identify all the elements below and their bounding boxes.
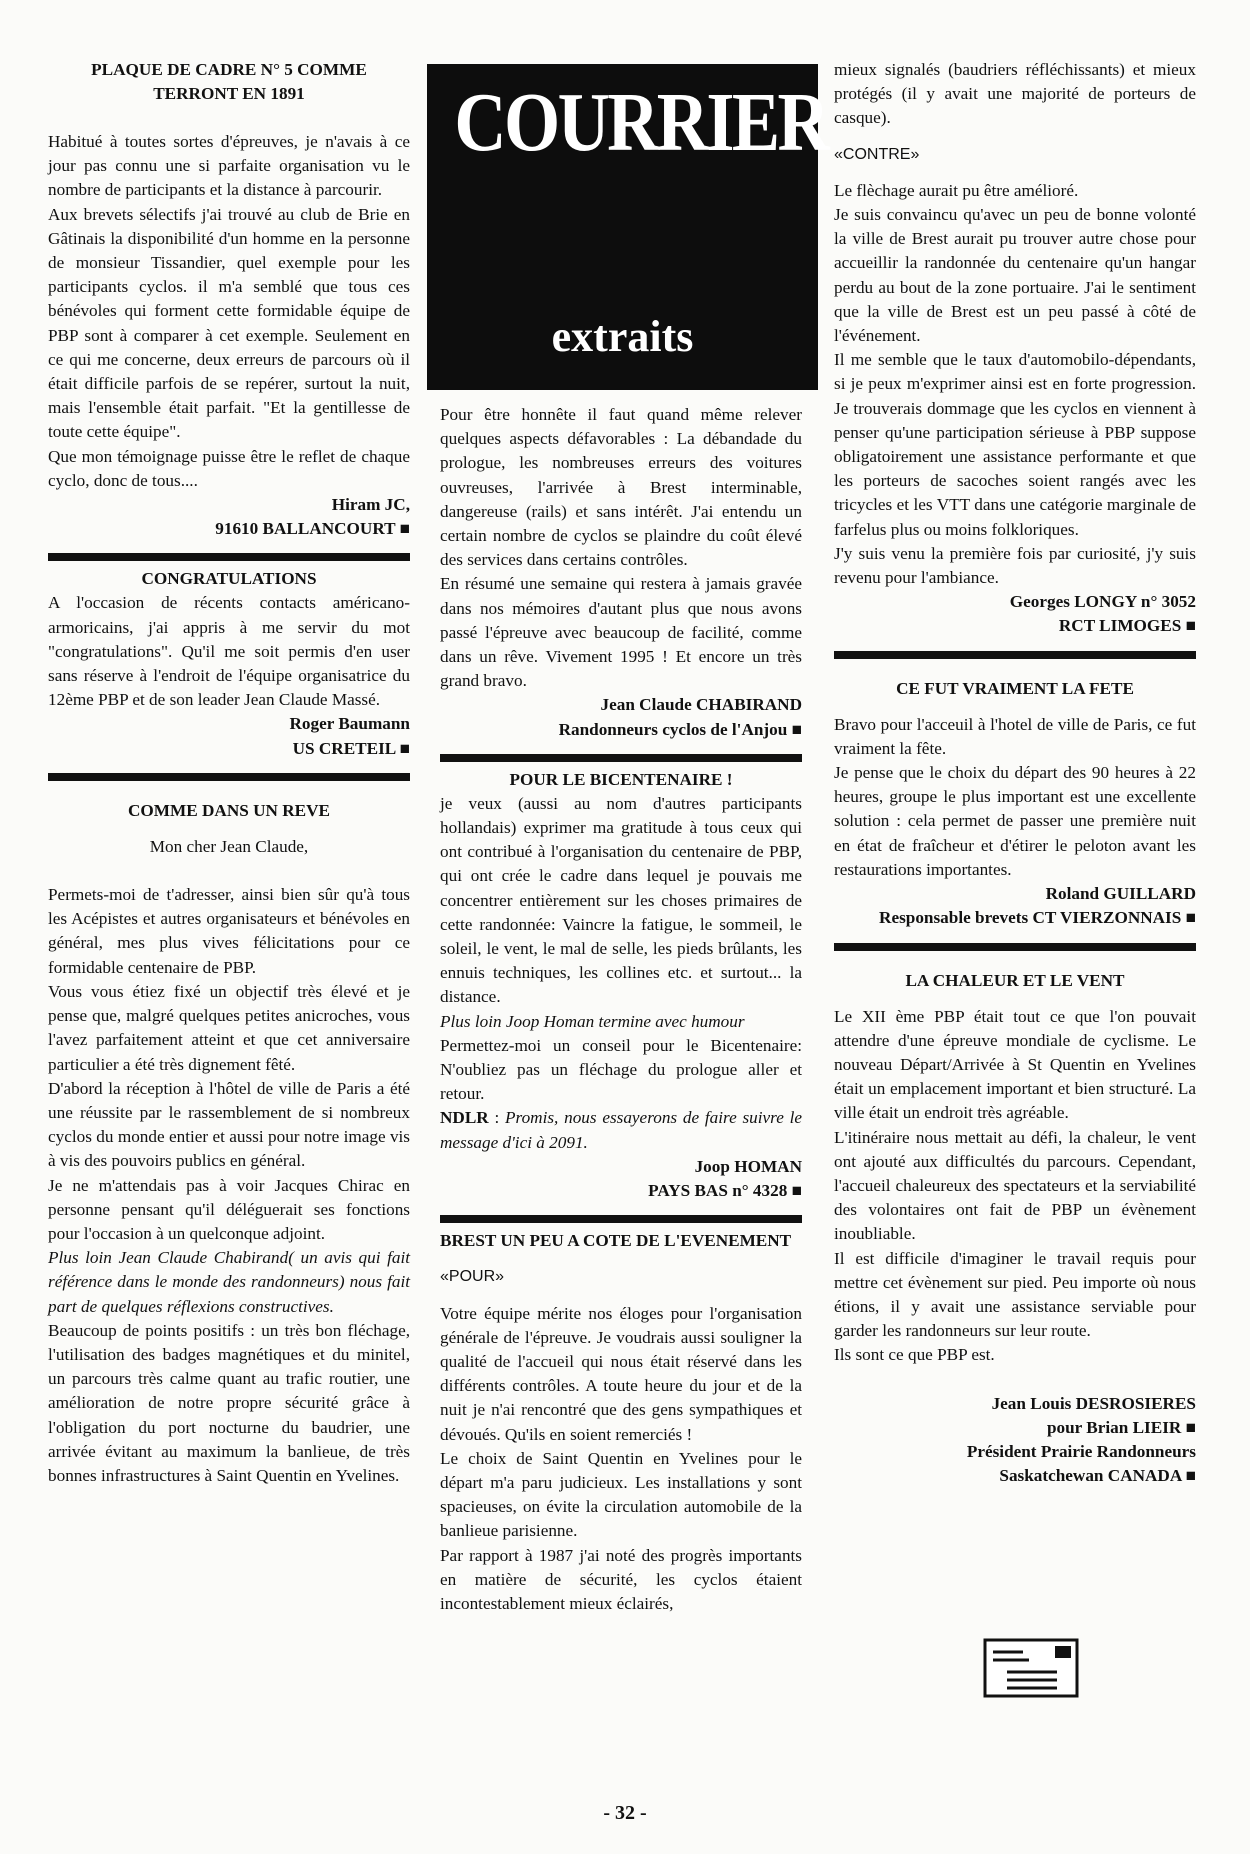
paragraph: Le XII ème PBP était tout ce que l'on pouvait attendre d'une épreuve mondiale de cyclisme. Le nouveau Départ/Arrivée à St Quentin en Yvelines était un emplacement important et bien structuré. La ville était un endroit très agréable. bbox=[834, 1006, 1196, 1123]
section-divider bbox=[440, 754, 802, 762]
banner-subtitle: extraits bbox=[551, 312, 694, 361]
banner-title: COURRIER bbox=[454, 76, 828, 169]
section-divider bbox=[834, 943, 1196, 951]
letter-congratulations bbox=[48, 567, 410, 760]
ndlr-text: Promis, nous essayerons de faire suivre le message d'ici à 2091. bbox=[440, 1108, 802, 1152]
letter-title-line-2: TERRONT EN 1891 bbox=[153, 84, 305, 103]
pour-heading: «POUR» bbox=[440, 1268, 505, 1286]
section-divider bbox=[440, 1215, 802, 1223]
letter-title: CE FUT VRAIMENT LA FETE bbox=[896, 678, 1134, 698]
paragraph: Je ne m'attendais pas à voir Jacques Chirac en personne pensant qu'il déléguerait ses fonctions pour l'occasion à un quelconque adjoint. bbox=[48, 1175, 410, 1243]
signature-place: RCT LIMOGES ■ bbox=[834, 614, 1196, 638]
paragraph: Le choix de Saint Quentin en Yvelines pour le départ m'a paru judicieux. Les installations y sont spacieuses, on évite la circulation automobile de la banlieue parisienne. bbox=[440, 1448, 802, 1541]
letter-brest bbox=[440, 1229, 802, 1616]
letter-plaque-de-cadre bbox=[48, 58, 410, 541]
paragraph: mieux signalés (baudriers réfléchissants) et mieux protégés (il y avait une majorité de porteurs de casque). bbox=[834, 60, 1196, 128]
paragraph: Habitué à toutes sortes d'épreuves, je n'avais à ce jour pas connu une si parfaite organisation vu le nombre de participants et la distance à parcourir. bbox=[48, 132, 410, 200]
paragraph: Par rapport à 1987 j'ai noté des progrès importants en matière de sécurité, les cyclos étaient incontestablement mieux éclairés, bbox=[440, 1545, 802, 1613]
paragraph: Ils sont ce que PBP est. bbox=[834, 1345, 995, 1365]
letter-title: COMME DANS UN REVE bbox=[128, 800, 330, 820]
paragraph: L'itinéraire nous mettait au défi, la chaleur, le vent ont ajouté aux difficultés du parcours. Cependant, l'accueil chaleureux des spectateurs et la serviabilité des volontaires ont fait de PBP un évènement inoubliable. bbox=[834, 1127, 1196, 1244]
letter-chabirand bbox=[440, 403, 802, 742]
contre-heading: «CONTRE» bbox=[834, 145, 920, 163]
signature-place: PAYS BAS n° 4328 ■ bbox=[440, 1179, 802, 1203]
paragraph: Bravo pour l'acceuil à l'hotel de ville de Paris, ce fut vraiment la fête. bbox=[834, 714, 1196, 758]
paragraph: Que mon témoignage puisse être le reflet de chaque cyclo, donc de tous.... bbox=[48, 446, 410, 490]
letter-bicentenaire bbox=[440, 768, 802, 1203]
paragraph: Pour être honnête il faut quand même relever quelques aspects défavorables : La débandade du prologue, les nombreuses erreurs des voitures ouvreuses, l'arrivée à Brest interminable, dangereuse (rails) et sans intérêt. J'ai entendu un certain nombre de cyclos se plaindre du coût élevé des services dans certains contrôles. bbox=[440, 405, 802, 570]
paragraph: A l'occasion de récents contacts américano-armoricains, j'ai appris à me servir du mot "congratulations". Qu'il me soit permis d'en user sans réserve à l'endroit de l'équipe organisatrice du 12ème PBP et de son leader Jean Claude Massé. bbox=[48, 593, 410, 710]
signature-name: Roger Baumann bbox=[289, 714, 410, 734]
page-number: - 32 - bbox=[603, 1802, 647, 1824]
signature-line: Président Prairie Randonneurs bbox=[966, 1441, 1196, 1461]
signature-place: Responsable brevets CT VIERZONNAIS ■ bbox=[834, 906, 1196, 930]
paragraph: Je suis convaincu qu'avec un peu de bonne volonté la ville de Brest aurait pu trouver autre chose pour accueillir la randonnée du centenaire qu'un hangar perdu au bout de la zone portuaire. J'ai le sentiment que la ville de Brest est un peu passé à côté de l'événement. bbox=[834, 205, 1196, 346]
signature-line: pour Brian LIEIR ■ bbox=[834, 1416, 1196, 1440]
signature-name: Hiram JC, bbox=[331, 495, 410, 515]
signature-name: Joop HOMAN bbox=[694, 1156, 802, 1176]
paragraph: Il est difficile d'imaginer le travail requis pour mettre cet évènement sur pied. Peu importe où nous étions, il y avait une assistance serviable pour garder les randonneurs sur leur route. bbox=[834, 1248, 1196, 1341]
paragraph: Aux brevets sélectifs j'ai trouvé au club de Brie en Gâtinais la disponibilité d'un homme en la personne de monsieur Tissandier, quel exemple pour les participants cyclos. il m'a semblé que tous ces bénévoles qui forment cette formidable équipe de PBP sont à comparer à cet exemple. Seulement en ce qui me concerne, deux erreurs de parcours où il était difficile parfois de se repérer, surtout la nuit, mais l'ensemble était parfait. "Et la gentillesse de toute cette équipe". bbox=[48, 204, 410, 442]
letter-title: POUR LE BICENTENAIRE ! bbox=[509, 769, 733, 789]
section-divider bbox=[834, 651, 1196, 659]
letter-brest-continued bbox=[834, 58, 1196, 639]
editor-note: Plus loin Jean Claude Chabirand( un avis qui fait référence dans le monde des randonneurs) nous fait part de quelques réflexions constructives. bbox=[48, 1248, 410, 1316]
signature-place: Saskatchewan CANADA ■ bbox=[834, 1464, 1196, 1488]
editor-note: Plus loin Joop Homan termine avec humour bbox=[440, 1011, 745, 1031]
greeting: Mon cher Jean Claude, bbox=[149, 836, 309, 856]
letter-chaleur-et-vent bbox=[834, 957, 1196, 1489]
letter-title: PLAQUE DE CADRE N° 5 COMME bbox=[91, 60, 367, 79]
paragraph: En résumé une semaine qui restera à jamais gravée dans nos mémoires d'autant plus que nous avons passé l'épreuve avec beaucoup de facilité, comme dans un rêve. Vivement 1995 ! Et encore un très grand bravo. bbox=[440, 574, 802, 691]
signature-name: Jean Claude CHABIRAND bbox=[600, 695, 802, 715]
section-divider bbox=[48, 773, 410, 781]
letter-title: CONGRATULATIONS bbox=[141, 569, 317, 589]
paragraph: Permets-moi de t'adresser, ainsi bien sûr qu'à tous les Acépistes et autres organisateurs et bénévoles en général, mes plus vives félicitations pour ce formidable centenaire de PBP. bbox=[48, 885, 410, 977]
paragraph: D'abord la réception à l'hôtel de ville de Paris a été une réussite par le rassemblement de si nombreux cyclos du monde entier et aussi pour notre image vis à vis des pouvoirs publics en général. bbox=[48, 1078, 410, 1171]
paragraph: Permettez-moi un conseil pour le Bicentenaire: N'oubliez pas un fléchage du prologue aller et retour. bbox=[440, 1035, 802, 1104]
signature-place: Randonneurs cyclos de l'Anjou ■ bbox=[440, 718, 802, 742]
ndlr-label: NDLR bbox=[440, 1108, 489, 1128]
letter-title: BREST UN PEU A COTE DE L'EVENEMENT bbox=[440, 1231, 792, 1251]
signature-name: Georges LONGY n° 3052 bbox=[1009, 592, 1196, 612]
paragraph: Le flèchage aurait pu être amélioré. bbox=[834, 180, 1079, 200]
paragraph: Beaucoup de points positifs : un très bon fléchage, l'utilisation des badges magnétiques et du minitel, un parcours très calme quant au trafic routier, une amélioration de notre propre sécurité grâce à l'obligation du port nocturne du baudrier, une arrivée évitant au maximum la banlieue, de très bonnes infrastructures à Saint Quentin en Yvelines. bbox=[48, 1320, 410, 1485]
courrier-banner bbox=[427, 64, 828, 390]
letter-title: LA CHALEUR ET LE VENT bbox=[905, 970, 1125, 990]
column-3 bbox=[834, 58, 1196, 1488]
paragraph: Vous vous étiez fixé un objectif très élevé et je pense que, malgré quelques petites anicroches, vous l'avez parfaitement atteint et que cet anniversaire particulier a été très dignement fêté. bbox=[48, 981, 410, 1074]
signature-name: Jean Louis DESROSIERES bbox=[991, 1393, 1196, 1413]
paragraph: je veux (aussi au nom d'autres participants hollandais) exprimer ma gratitude à tous ceux qui ont contribué à l'organisation du centenaire de PBP, qui ont crée le cadre dans lequel je pouvais me concentrer entièrement sur les choses primaires de cette randonnée: Vaincre la fatigue, le sommeil, le soleil, le vent, le mal de selle, les pieds brûlants, les ennuis techniques, les collines etc. et surtout... la distance. bbox=[440, 793, 802, 1007]
signature-name: Roland GUILLARD bbox=[1045, 884, 1196, 904]
section-divider bbox=[48, 553, 410, 561]
letter-comme-dans-un-reve bbox=[48, 787, 410, 1488]
paragraph: J'y suis venu la première fois par curiosité, j'y suis revenu pour l'ambiance. bbox=[834, 543, 1196, 588]
column-2 bbox=[440, 403, 802, 1616]
signature-place: US CRETEIL ■ bbox=[48, 737, 410, 761]
envelope-icon bbox=[983, 1638, 1079, 1698]
paragraph: Il me semble que le taux d'automobilo-dépendants, si je peux m'exprimer ainsi est en forte progression. Je trouverais dommage que les cyclos en viennent à penser qu'une participation sérieuse à PBP suppose obligatoirement une assistance performante et que les porteurs de sacoches soient rangés avec les tricycles et les VTT dans une catégorie marginale de farfelus plus ou moins folkloriques. bbox=[834, 350, 1196, 539]
ndlr-note: NDLR : Promis, nous essayerons de faire suivre le message d'ici à 2091. bbox=[440, 1108, 802, 1152]
paragraph: Votre équipe mérite nos éloges pour l'organisation générale de l'épreuve. Je voudrais aussi souligner la qualité de l'accueil qui nous était réservé dans les différents contrôles. A toute heure du jour et de la nuit je n'ai rencontré que des gens sympathiques et dévoués. Qu'ils en soient remerciés ! bbox=[440, 1303, 802, 1444]
signature-place: 91610 BALLANCOURT ■ bbox=[48, 517, 410, 541]
paragraph: Je pense que le choix du départ des 90 heures à 22 heures, groupe le plus important est une excellente solution : cela permet de passer une première nuit en état de fraîcheur et d'étirer le peloton avant les restaurations importantes. bbox=[834, 763, 1196, 879]
column-1 bbox=[48, 58, 410, 1488]
letter-fete bbox=[834, 665, 1196, 931]
